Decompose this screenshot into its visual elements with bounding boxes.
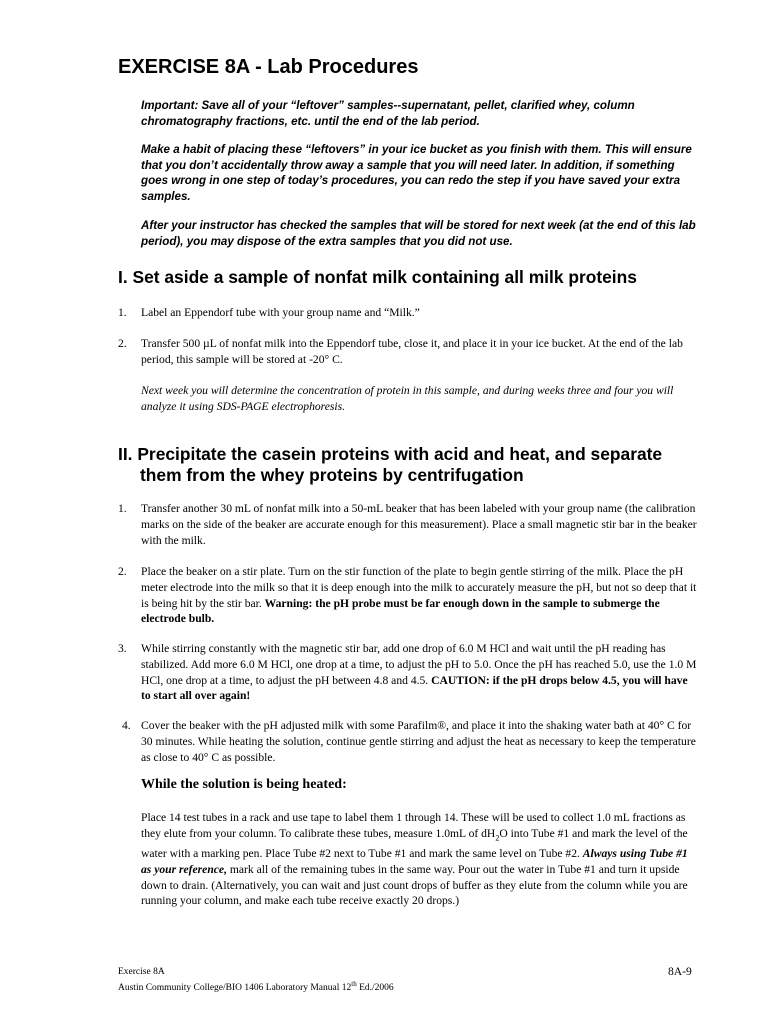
caution-text: CAUTION: if the pH drops below 4.5, you will have to start all over again! xyxy=(141,673,688,703)
footer xyxy=(118,966,394,994)
section-2-step-3 xyxy=(118,641,698,704)
step-number: 1. xyxy=(118,502,127,515)
section-2-heading xyxy=(118,444,718,486)
footer-edition: Ed./2006 xyxy=(356,983,394,994)
step-text-plain: While stirring constantly with the magnetic stir bar, add one drop of 6.0 M HCl and wait until the pH reading has stabilized. Add more 6.0 M HCl, one drop at a time, to adjust the pH to 5.0. Once the pH has reached 5.0, use the 1.0 M HCl, one drop at a time, to adjust the pH between 4.8 and 4.5. xyxy=(141,642,697,687)
para-text: O into Tube #1 and mark the level of the water with a marking pen. Place Tube #2 next to Tube #1 and mark the same level on Tube #2. xyxy=(141,826,688,860)
subscript: 2 xyxy=(495,833,500,843)
section-2-step-4 xyxy=(118,718,698,765)
dispose-note: After your instructor has checked the samples that will be stored for next week (at the end of this lab period), you may dispose of the extra samples that you did not use. xyxy=(141,219,696,248)
section-1-italic-note: Next week you will determine the concentration of protein in this sample, and during weeks three and four you will analyze it using SDS-PAGE electrophoresis. xyxy=(141,384,674,413)
section-1-heading: I. Set aside a sample of nonfat milk containing all milk proteins xyxy=(118,267,637,287)
step-number: 1. xyxy=(118,306,127,319)
step-text xyxy=(141,718,698,765)
step-text-plain: Transfer another 30 mL of nonfat milk into a 50-mL beaker that has been labeled with your group name (the calibration marks on the side of the beaker are accurate enough for this measurement). Place a small magnetic stir bar in the beaker with the milk. xyxy=(141,502,697,547)
calibration-paragraph xyxy=(141,810,697,909)
step-text-plain: Place the beaker on a stir plate. Turn on the stir function of the plate to begin gentle stirring of the milk. Place the pH meter electrode into the milk so that it is deep enough into the milk to accurately measure the pH, but not so deep that it is being hit by the stir bar. xyxy=(141,565,697,610)
habit-note: Make a habit of placing these “leftovers” in your ice bucket as you finish with them. This will ensure that you don’t accidentally throw away a sample that you will need later. In addition, if something goes wrong in one step of today’s procedures, you can redo the step if you have saved your extra samples. xyxy=(141,143,692,203)
heating-subheading: While the solution is being heated: xyxy=(141,777,347,792)
step-text xyxy=(141,501,698,548)
warning-text: Warning: the pH probe must be far enough down in the sample to submerge the electrode bulb. xyxy=(141,596,660,626)
section-2-heading-line-1: II. Precipitate the casein proteins with acid and heat, and separate xyxy=(118,444,663,464)
footer-course xyxy=(118,978,394,994)
step-text xyxy=(141,564,698,627)
page-number: 8A-9 xyxy=(668,965,692,978)
important-note: Important: Save all of your “leftover” samples--supernatant, pellet, clarified whey, column chromatography fractions, etc. until the end of the lab period. xyxy=(141,99,635,128)
para-text: mark all of the remaining tubes in the same way. Pour out the water in Tube #1 and turn it upside down to drain. (Alternatively, you can wait and just count drops of buffer as they elute from the column while you are running your column, and make each tube receive exactly 20 drops.) xyxy=(141,862,688,908)
footer-course-text: Austin Community College/BIO 1406 Laboratory Manual 12 xyxy=(118,983,352,994)
emphasis-text: Always using Tube #1 as your reference, xyxy=(141,846,688,876)
footer-exercise: Exercise 8A xyxy=(118,967,165,977)
section-2-step-2 xyxy=(118,564,698,627)
step-text xyxy=(141,641,698,704)
section-2-heading-line-2: them from the whey proteins by centrifugation xyxy=(140,465,524,485)
step-text: Transfer 500 µL of nonfat milk into the Eppendorf tube, close it, and place it in your ice bucket. At the end of the lab period, this sample will be stored at -20° C. xyxy=(141,337,683,366)
section-2-step-1 xyxy=(118,501,698,548)
footer-superscript: th xyxy=(351,980,357,988)
step-number: 4. xyxy=(122,719,131,732)
step-number: 2. xyxy=(118,337,127,350)
section-1-step-1 xyxy=(118,305,698,321)
page-title: EXERCISE 8A - Lab Procedures xyxy=(118,56,419,78)
step-number: 3. xyxy=(118,642,127,655)
step-text: Label an Eppendorf tube with your group name and “Milk.” xyxy=(141,306,420,319)
para-text: Place 14 test tubes in a rack and use tape to label them 1 through 14. These will be used to collect 1.0 mL fractions as they elute from your column. To calibrate these tubes, measure 1.0mL of dH xyxy=(141,811,686,840)
step-number: 2. xyxy=(118,565,127,578)
section-1-step-2 xyxy=(118,336,698,368)
step-text-plain: Cover the beaker with the pH adjusted milk with some Parafilm®, and place it into the shaking water bath at 40° C for 30 minutes. While heating the solution, continue gentle stirring and adjust the heat as necessary to keep the temperature as close to 40° C as possible. xyxy=(141,719,696,764)
